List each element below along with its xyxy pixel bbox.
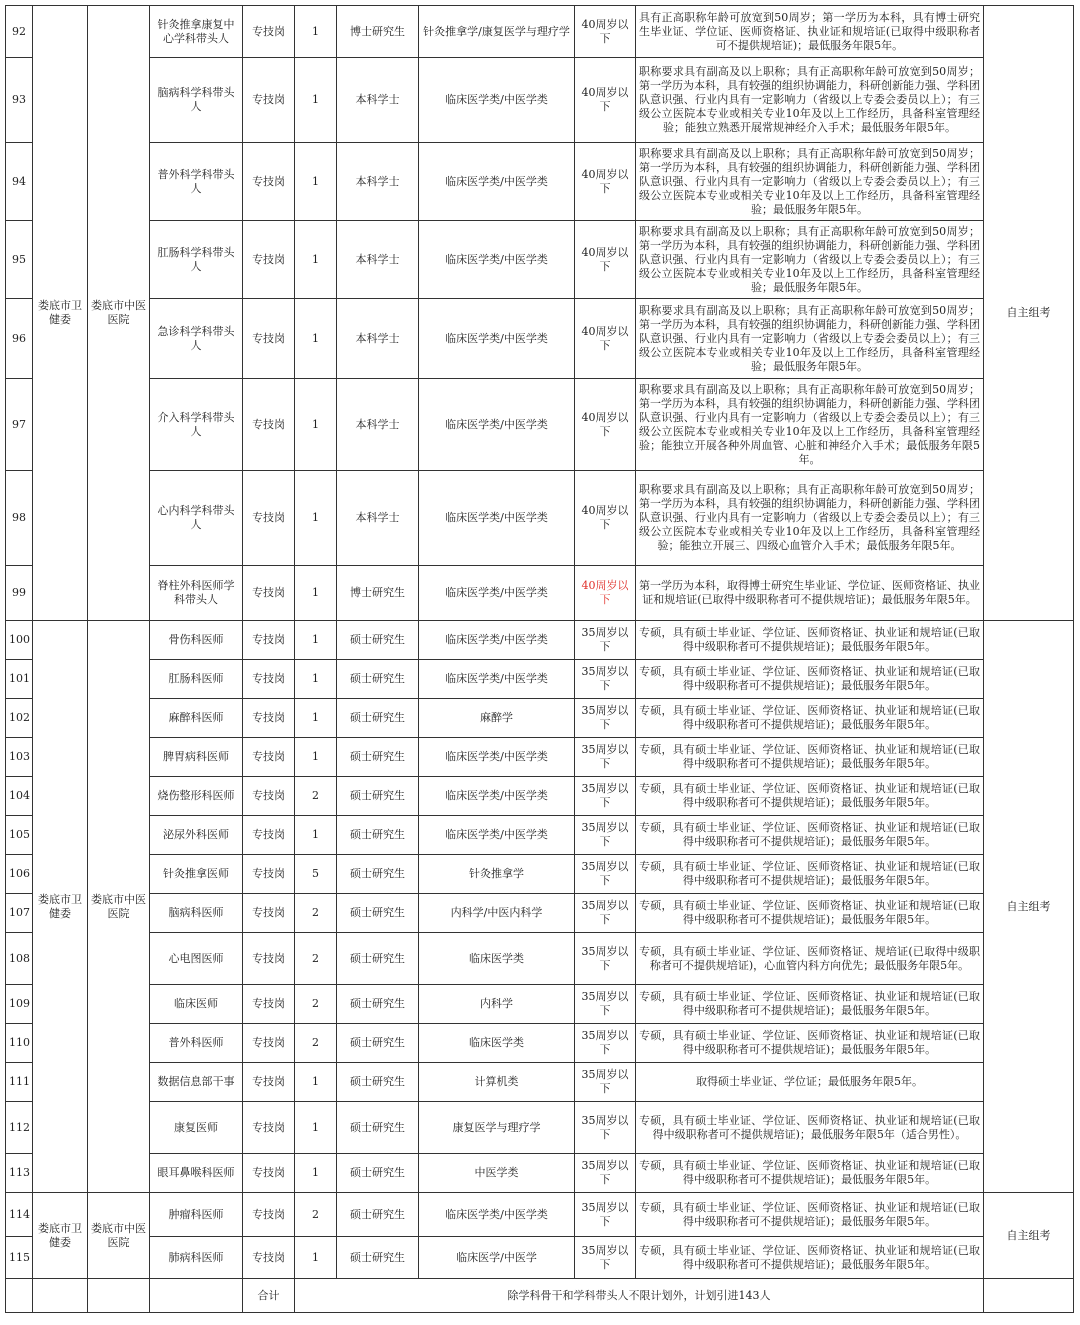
major: 临床医学类/中医学类 [419, 816, 575, 855]
major: 内科学 [419, 985, 575, 1024]
job-type: 专技岗 [243, 143, 295, 221]
unit-cell: 娄底市中医医院 [88, 6, 150, 621]
headcount: 1 [295, 1154, 337, 1193]
row-number: 105 [6, 816, 33, 855]
row-number: 92 [6, 6, 33, 58]
requirements: 专硕，具有硕士毕业证、学位证、医师资格证、执业证和规培证(已取得中级职称者可不提供规培证)；最低服务年限5年。 [636, 894, 984, 933]
table-row [6, 933, 1074, 985]
job-title: 肿瘤科医师 [150, 1193, 243, 1237]
job-type: 专技岗 [243, 621, 295, 660]
requirements: 专硕，具有硕士毕业证、学位证、医师资格证、执业证和规培证(已取得中级职称者可不提供规培证)；最低服务年限5年。 [636, 1024, 984, 1063]
job-title: 脑病科学科带头人 [150, 58, 243, 143]
education: 硕士研究生 [337, 699, 419, 738]
job-title: 心电图医师 [150, 933, 243, 985]
row-number: 100 [6, 621, 33, 660]
empty-cell [150, 1279, 243, 1313]
table-row [6, 1237, 1074, 1279]
requirements: 专硕，具有硕士毕业证、学位证、医师资格证、执业证和规培证(已取得中级职称者可不提供规培证)；最低服务年限5年。 [636, 738, 984, 777]
job-type: 专技岗 [243, 6, 295, 58]
major: 康复医学与理疗学 [419, 1102, 575, 1154]
age-limit: 35周岁以下 [575, 855, 636, 894]
row-number: 106 [6, 855, 33, 894]
age-limit: 40周岁以下 [575, 379, 636, 471]
major: 临床医学类/中医学类 [419, 299, 575, 379]
table-row [6, 1154, 1074, 1193]
job-type: 专技岗 [243, 1024, 295, 1063]
headcount: 1 [295, 379, 337, 471]
major: 临床医学类/中医学类 [419, 1193, 575, 1237]
requirements: 职称要求具有副高及以上职称；具有正高职称年龄可放宽到50周岁；第一学历为本科，具有较强的组织协调能力，科研创新能力强、学科团队意识强、行业内具有一定影响力（省级以上专委会委员以上）；有三级公立医院本专业或相关专业10年及以上工作经历，具备科室管理经验；最低服务年限5年。 [636, 143, 984, 221]
education: 硕士研究生 [337, 1193, 419, 1237]
headcount: 2 [295, 933, 337, 985]
department-cell: 娄底市卫健委 [33, 6, 88, 621]
age-limit: 35周岁以下 [575, 777, 636, 816]
requirements: 专硕，具有硕士毕业证、学位证、医师资格证、执业证和规培证(已取得中级职称者可不提供规培证)；最低服务年限5年。 [636, 816, 984, 855]
job-type: 专技岗 [243, 471, 295, 566]
education: 本科学士 [337, 471, 419, 566]
job-title: 针灸推拿康复中心学科带头人 [150, 6, 243, 58]
department-cell: 娄底市卫健委 [33, 621, 88, 1193]
job-type: 专技岗 [243, 985, 295, 1024]
job-title: 康复医师 [150, 1102, 243, 1154]
department-cell: 娄底市卫健委 [33, 1193, 88, 1279]
education: 硕士研究生 [337, 855, 419, 894]
total-text: 除学科骨干和学科带头人不限计划外，计划引进143人 [295, 1279, 984, 1313]
education: 硕士研究生 [337, 1237, 419, 1279]
job-type: 专技岗 [243, 855, 295, 894]
empty-cell [88, 1279, 150, 1313]
job-title: 普外科医师 [150, 1024, 243, 1063]
education: 博士研究生 [337, 6, 419, 58]
education: 本科学士 [337, 58, 419, 143]
job-type: 专技岗 [243, 221, 295, 299]
row-number: 103 [6, 738, 33, 777]
headcount: 1 [295, 816, 337, 855]
major: 临床医学类/中医学类 [419, 777, 575, 816]
job-title: 脾胃病科医师 [150, 738, 243, 777]
requirements: 取得硕士毕业证、学位证；最低服务年限5年。 [636, 1063, 984, 1102]
headcount: 2 [295, 985, 337, 1024]
table-row [6, 471, 1074, 566]
age-limit: 35周岁以下 [575, 660, 636, 699]
requirements: 专硕，具有硕士毕业证、学位证、医师资格证、执业证和规培证(已取得中级职称者可不提供规培证)；最低服务年限5年。 [636, 1237, 984, 1279]
table-row [6, 985, 1074, 1024]
education: 硕士研究生 [337, 738, 419, 777]
age-limit: 35周岁以下 [575, 1193, 636, 1237]
age-limit: 35周岁以下 [575, 1024, 636, 1063]
requirements: 专硕，具有硕士毕业证、学位证、医师资格证、执业证和规培证(已取得中级职称者可不提供规培证)；最低服务年限5年。 [636, 660, 984, 699]
job-title: 急诊科学科带头人 [150, 299, 243, 379]
education: 本科学士 [337, 143, 419, 221]
row-number: 101 [6, 660, 33, 699]
major: 临床医学类/中医学类 [419, 471, 575, 566]
major: 针灸推拿学/康复医学与理疗学 [419, 6, 575, 58]
major: 临床医学类/中医学类 [419, 143, 575, 221]
job-type: 专技岗 [243, 1063, 295, 1102]
table-row [6, 299, 1074, 379]
major: 临床医学类/中医学类 [419, 621, 575, 660]
education: 硕士研究生 [337, 933, 419, 985]
requirements: 专硕，具有硕士毕业证、学位证、医师资格证、执业证和规培证(已取得中级职称者可不提供规培证)；最低服务年限5年。 [636, 699, 984, 738]
age-limit: 35周岁以下 [575, 1237, 636, 1279]
education: 硕士研究生 [337, 894, 419, 933]
requirements: 职称要求具有副高及以上职称；具有正高职称年龄可放宽到50周岁；第一学历为本科，具有较强的组织协调能力，科研创新能力强、学科团队意识强、行业内具有一定影响力（省级以上专委会委员以上）；有三级公立医院本专业或相关专业10年及以上工作经历，具备科室管理经验；能独立开展三、四级心血管介入手术；最低服务年限5年。 [636, 471, 984, 566]
job-type: 专技岗 [243, 1154, 295, 1193]
major: 计算机类 [419, 1063, 575, 1102]
table-row [6, 6, 1074, 58]
education: 硕士研究生 [337, 816, 419, 855]
table-row [6, 566, 1074, 621]
unit-cell: 娄底市中医医院 [88, 621, 150, 1193]
row-number: 99 [6, 566, 33, 621]
row-number: 102 [6, 699, 33, 738]
education: 硕士研究生 [337, 777, 419, 816]
requirements: 具有正高职称年龄可放宽到50周岁；第一学历为本科，具有博士研究生毕业证、学位证、医师资格证、执业证和规培证(已取得中级职称者可不提供规培证)；最低服务年限5年。 [636, 6, 984, 58]
major: 中医学类 [419, 1154, 575, 1193]
education: 硕士研究生 [337, 621, 419, 660]
major: 临床医学类/中医学类 [419, 58, 575, 143]
job-title: 普外科学科带头人 [150, 143, 243, 221]
headcount: 2 [295, 1193, 337, 1237]
exam-method: 自主组考 [984, 621, 1074, 1193]
exam-method: 自主组考 [984, 1193, 1074, 1279]
row-number: 110 [6, 1024, 33, 1063]
job-type: 专技岗 [243, 1193, 295, 1237]
table-row [6, 1063, 1074, 1102]
job-title: 心内科学科带头人 [150, 471, 243, 566]
row-number: 93 [6, 58, 33, 143]
job-title: 脊柱外科医师学科带头人 [150, 566, 243, 621]
age-limit: 40周岁以下 [575, 143, 636, 221]
job-title: 眼耳鼻喉科医师 [150, 1154, 243, 1193]
age-limit: 40周岁以下 [575, 299, 636, 379]
table-row [6, 660, 1074, 699]
job-title: 烧伤整形科医师 [150, 777, 243, 816]
age-limit: 35周岁以下 [575, 1063, 636, 1102]
age-limit: 35周岁以下 [575, 1102, 636, 1154]
headcount: 2 [295, 777, 337, 816]
table-row [6, 855, 1074, 894]
row-number: 95 [6, 221, 33, 299]
headcount: 1 [295, 738, 337, 777]
empty-cell [984, 1279, 1074, 1313]
major: 临床医学类/中医学类 [419, 660, 575, 699]
job-type: 专技岗 [243, 738, 295, 777]
headcount: 1 [295, 1102, 337, 1154]
age-limit: 40周岁以下 [575, 6, 636, 58]
table-row [6, 221, 1074, 299]
row-number: 96 [6, 299, 33, 379]
recruitment-table [5, 5, 1074, 1313]
major: 临床医学类 [419, 933, 575, 985]
age-limit: 40周岁以下 [575, 566, 636, 621]
age-limit: 35周岁以下 [575, 1154, 636, 1193]
education: 本科学士 [337, 221, 419, 299]
major: 临床医学类/中医学类 [419, 566, 575, 621]
education: 本科学士 [337, 379, 419, 471]
table-row [6, 777, 1074, 816]
education: 硕士研究生 [337, 985, 419, 1024]
job-type: 专技岗 [243, 566, 295, 621]
job-title: 数据信息部干事 [150, 1063, 243, 1102]
age-limit: 35周岁以下 [575, 621, 636, 660]
headcount: 1 [295, 471, 337, 566]
job-title: 临床医师 [150, 985, 243, 1024]
row-number: 104 [6, 777, 33, 816]
row-number: 109 [6, 985, 33, 1024]
row-number: 107 [6, 894, 33, 933]
empty-cell [33, 1279, 88, 1313]
row-number: 108 [6, 933, 33, 985]
table-row [6, 1193, 1074, 1237]
job-title: 脑病科医师 [150, 894, 243, 933]
major: 临床医学类/中医学类 [419, 738, 575, 777]
requirements: 专硕，具有硕士毕业证、学位证、医师资格证、执业证和规培证(已取得中级职称者可不提供规培证)；最低服务年限5年。 [636, 621, 984, 660]
row-number: 114 [6, 1193, 33, 1237]
requirements: 职称要求具有副高及以上职称；具有正高职称年龄可放宽到50周岁；第一学历为本科，具有较强的组织协调能力，科研创新能力强、学科团队意识强、行业内具有一定影响力（省级以上专委会委员以上）；有三级公立医院本专业或相关专业10年及以上工作经历，具备科室管理经验；最低服务年限5年。 [636, 221, 984, 299]
total-row [6, 1279, 1074, 1313]
age-limit: 35周岁以下 [575, 816, 636, 855]
age-limit: 35周岁以下 [575, 985, 636, 1024]
table-row [6, 621, 1074, 660]
age-limit: 35周岁以下 [575, 699, 636, 738]
requirements: 第一学历为本科，取得博士研究生毕业证、学位证、医师资格证、执业证和规培证(已取得中级职称者可不提供规培证)；最低服务年限5年。 [636, 566, 984, 621]
major: 临床医学类/中医学类 [419, 221, 575, 299]
row-number: 111 [6, 1063, 33, 1102]
exam-method: 自主组考 [984, 6, 1074, 621]
education: 硕士研究生 [337, 660, 419, 699]
headcount: 1 [295, 660, 337, 699]
headcount: 1 [295, 1063, 337, 1102]
age-limit: 35周岁以下 [575, 933, 636, 985]
age-limit: 40周岁以下 [575, 221, 636, 299]
requirements: 专硕，具有硕士毕业证、学位证、医师资格证、执业证和规培证(已取得中级职称者可不提供规培证)；最低服务年限5年。 [636, 1193, 984, 1237]
requirements: 职称要求具有副高及以上职称；具有正高职称年龄可放宽到50周岁；第一学历为本科，具有较强的组织协调能力，科研创新能力强、学科团队意识强、行业内具有一定影响力（省级以上专委会委员以上）；有三级公立医院本专业或相关专业10年及以上工作经历，具备科室管理经验；最低服务年限5年。 [636, 299, 984, 379]
job-type: 专技岗 [243, 299, 295, 379]
headcount: 1 [295, 6, 337, 58]
requirements: 专硕，具有硕士毕业证、学位证、医师资格证、规培证(已取得中级职称者可不提供规培证)，心血管内科方向优先；最低服务年限5年。 [636, 933, 984, 985]
job-title: 针灸推拿医师 [150, 855, 243, 894]
table-row [6, 58, 1074, 143]
job-type: 专技岗 [243, 699, 295, 738]
headcount: 2 [295, 1024, 337, 1063]
major: 针灸推拿学 [419, 855, 575, 894]
age-limit: 40周岁以下 [575, 471, 636, 566]
headcount: 1 [295, 621, 337, 660]
major: 内科学/中医内科学 [419, 894, 575, 933]
job-type: 专技岗 [243, 660, 295, 699]
table-row [6, 1102, 1074, 1154]
major: 临床医学类 [419, 1024, 575, 1063]
table-row [6, 894, 1074, 933]
table-row [6, 143, 1074, 221]
job-title: 肺病科医师 [150, 1237, 243, 1279]
education: 硕士研究生 [337, 1102, 419, 1154]
headcount: 1 [295, 1237, 337, 1279]
headcount: 5 [295, 855, 337, 894]
job-type: 专技岗 [243, 58, 295, 143]
row-number: 115 [6, 1237, 33, 1279]
row-number: 94 [6, 143, 33, 221]
job-title: 泌尿外科医师 [150, 816, 243, 855]
job-type: 专技岗 [243, 1237, 295, 1279]
age-limit: 35周岁以下 [575, 738, 636, 777]
requirements: 专硕，具有硕士毕业证、学位证、医师资格证、执业证和规培证(已取得中级职称者可不提供规培证)；最低服务年限5年。 [636, 985, 984, 1024]
job-type: 专技岗 [243, 1102, 295, 1154]
unit-cell: 娄底市中医医院 [88, 1193, 150, 1279]
education: 本科学士 [337, 299, 419, 379]
job-type: 专技岗 [243, 816, 295, 855]
job-type: 专技岗 [243, 379, 295, 471]
empty-cell [6, 1279, 33, 1313]
requirements: 专硕，具有硕士毕业证、学位证、医师资格证、执业证和规培证(已取得中级职称者可不提供规培证)；最低服务年限5年。 [636, 777, 984, 816]
table-row [6, 816, 1074, 855]
row-number: 112 [6, 1102, 33, 1154]
education: 博士研究生 [337, 566, 419, 621]
education: 硕士研究生 [337, 1063, 419, 1102]
requirements: 专硕，具有硕士毕业证、学位证、医师资格证、执业证和规培证(已取得中级职称者可不提供规培证)；最低服务年限5年。 [636, 1154, 984, 1193]
age-limit: 35周岁以下 [575, 894, 636, 933]
education: 硕士研究生 [337, 1154, 419, 1193]
table-row [6, 1024, 1074, 1063]
major: 临床医学类/中医学类 [419, 379, 575, 471]
education: 硕士研究生 [337, 1024, 419, 1063]
headcount: 1 [295, 58, 337, 143]
headcount: 1 [295, 566, 337, 621]
job-type: 专技岗 [243, 894, 295, 933]
headcount: 1 [295, 221, 337, 299]
job-title: 骨伤科医师 [150, 621, 243, 660]
table-row [6, 379, 1074, 471]
table-row [6, 738, 1074, 777]
headcount: 1 [295, 699, 337, 738]
job-title: 麻醉科医师 [150, 699, 243, 738]
table-row [6, 699, 1074, 738]
headcount: 2 [295, 894, 337, 933]
row-number: 98 [6, 471, 33, 566]
requirements: 职称要求具有副高及以上职称；具有正高职称年龄可放宽到50周岁；第一学历为本科，具有较强的组织协调能力，科研创新能力强、学科团队意识强、行业内具有一定影响力（省级以上专委会委员以上）；有三级公立医院本专业或相关专业10年及以上工作经历，具备科室管理经验；能独立熟悉开展常规神经介入手术；最低服务年限5年。 [636, 58, 984, 143]
row-number: 113 [6, 1154, 33, 1193]
requirements: 职称要求具有副高及以上职称；具有正高职称年龄可放宽到50周岁；第一学历为本科，具有较强的组织协调能力，科研创新能力强、学科团队意识强、行业内具有一定影响力（省级以上专委会委员以上）；有三级公立医院本专业或相关专业10年及以上工作经历，具备科室管理经验；能独立开展各种外周血管、心脏和神经介入手术；最低服务年限5年。 [636, 379, 984, 471]
headcount: 1 [295, 143, 337, 221]
total-label: 合计 [243, 1279, 295, 1313]
job-type: 专技岗 [243, 933, 295, 985]
requirements: 专硕，具有硕士毕业证、学位证、医师资格证、执业证和规培证(已取得中级职称者可不提供规培证)；最低服务年限5年。 [636, 855, 984, 894]
job-title: 肛肠科医师 [150, 660, 243, 699]
major: 临床医学/中医学 [419, 1237, 575, 1279]
job-type: 专技岗 [243, 777, 295, 816]
row-number: 97 [6, 379, 33, 471]
headcount: 1 [295, 299, 337, 379]
job-title: 介入科学科带头人 [150, 379, 243, 471]
age-limit: 40周岁以下 [575, 58, 636, 143]
major: 麻醉学 [419, 699, 575, 738]
requirements: 专硕，具有硕士毕业证、学位证、医师资格证、执业证和规培证(已取得中级职称者可不提供规培证)；最低服务年限5年（适合男性）。 [636, 1102, 984, 1154]
job-title: 肛肠科学科带头人 [150, 221, 243, 299]
